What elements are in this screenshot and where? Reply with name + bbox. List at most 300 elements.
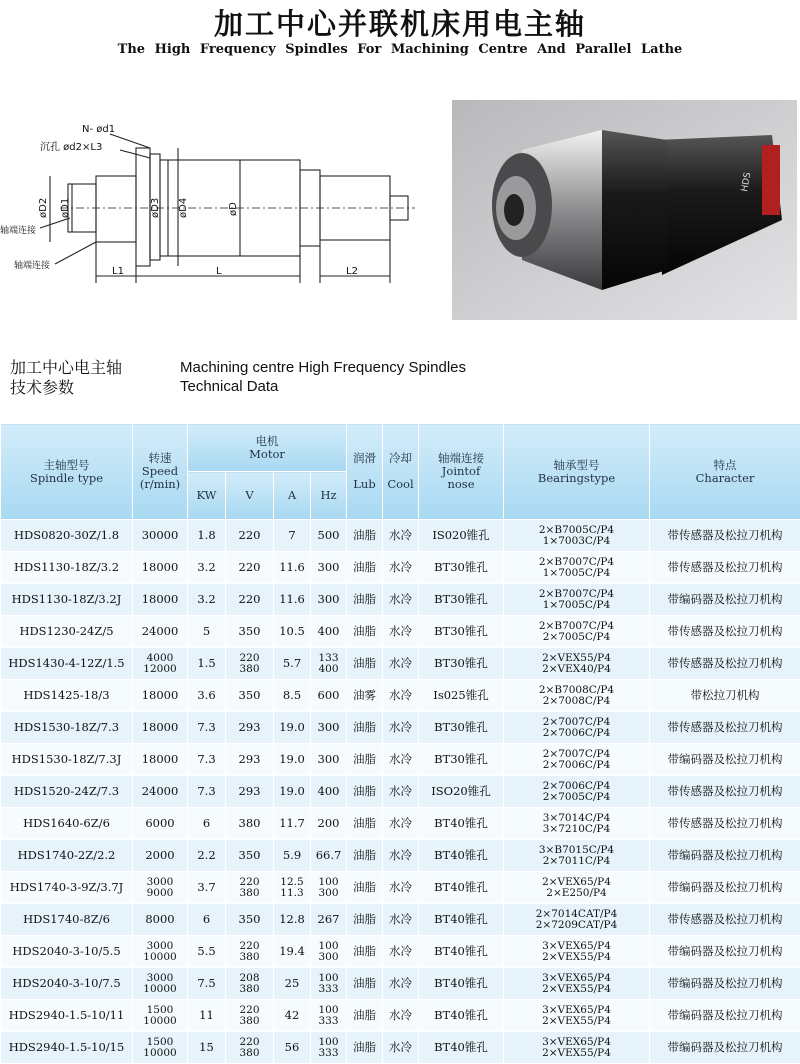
cell-current-line: 11.3 [274,888,310,899]
spec-cn-line1: 加工中心电主轴 [10,358,122,378]
cell-speed-line: 30000 [133,530,187,541]
cell-spindle-type: HDS1520-24Z/7.3 [1,776,133,808]
cell-joint: BT40锥孔 [419,840,504,872]
cell-bearing-line: 2×7014CAT/P4 [504,909,649,920]
cell-current [274,584,311,616]
cell-frequency [311,552,347,584]
cell-current [274,1032,311,1064]
cell-frequency [311,968,347,1000]
cell-character: 带传感器及松拉刀机构 [650,648,800,680]
cell-kw: 3.2 [188,552,226,584]
cell-voltage-line: 220 [226,594,273,605]
cell-speed-line: 9000 [133,888,187,899]
cell-cooling: 水冷 [383,584,419,616]
cell-voltage [226,648,274,680]
cell-bearing [504,776,650,808]
cell-current-line: 25 [274,978,310,989]
cell-speed [133,840,188,872]
spec-en-line1: Machining centre High Frequency Spindles [180,358,466,377]
table-row [1,744,800,776]
cell-joint: ISO20锥孔 [419,776,504,808]
cell-voltage [226,1000,274,1032]
cell-current-line: 10.5 [274,626,310,637]
cell-voltage [226,776,274,808]
cell-speed-line: 1500 [133,1005,187,1016]
label-d: øD [228,202,239,216]
cell-kw: 2.2 [188,840,226,872]
cell-bearing [504,584,650,616]
cell-current [274,744,311,776]
cell-speed [133,808,188,840]
cell-speed-line: 18000 [133,562,187,573]
cell-frequency [311,776,347,808]
label-l: L [216,266,222,277]
cell-frequency [311,1000,347,1032]
cell-voltage-line: 293 [226,722,273,733]
table-row [1,776,800,808]
cell-frequency [311,584,347,616]
cell-lubrication: 油脂 [347,904,383,936]
cell-spindle-type: HDS2040-3-10/7.5 [1,968,133,1000]
cell-voltage [226,872,274,904]
cell-frequency [311,1032,347,1064]
cell-bearing-line: 2×7006C/P4 [504,728,649,739]
cell-current [274,520,311,552]
label-d3: øD3 [150,198,161,218]
cell-voltage-line: 380 [226,1016,273,1027]
cell-spindle-type: HDS1740-8Z/6 [1,904,133,936]
cell-kw: 1.8 [188,520,226,552]
cell-kw: 7.5 [188,968,226,1000]
cell-lubrication: 油脂 [347,552,383,584]
header-character: 特点 Character [650,424,800,520]
cell-frequency-line: 400 [311,664,346,675]
label-l1: L1 [112,266,124,277]
table-row [1,648,800,680]
cell-lubrication: 油脂 [347,744,383,776]
cell-cooling: 水冷 [383,872,419,904]
table-row [1,872,800,904]
cell-bearing [504,1032,650,1064]
header-v: V [226,472,274,520]
cell-bearing [504,744,650,776]
cell-frequency-line: 100 [311,877,346,888]
cell-bearing-line: 2×7209CAT/P4 [504,920,649,931]
cell-bearing [504,616,650,648]
cell-cooling: 水冷 [383,680,419,712]
cell-voltage-line: 220 [226,653,273,664]
cell-kw: 7.3 [188,712,226,744]
cell-speed-line: 10000 [133,952,187,963]
cell-voltage [226,616,274,648]
cell-frequency-line: 200 [311,818,346,829]
cell-voltage-line: 380 [226,818,273,829]
cell-speed [133,552,188,584]
cell-bearing-line: 1×7005C/P4 [504,568,649,579]
cell-character: 带传感器及松拉刀机构 [650,552,800,584]
cell-character: 带传感器及松拉刀机构 [650,520,800,552]
cell-cooling: 水冷 [383,616,419,648]
cell-bearing [504,872,650,904]
spec-heading-cn [10,358,122,398]
cell-bearing-line: 3×VEX65/P4 [504,941,649,952]
table-row [1,712,800,744]
cell-speed-line: 10000 [133,1016,187,1027]
cell-cooling: 水冷 [383,968,419,1000]
cell-spindle-type: HDS1230-24Z/5 [1,616,133,648]
cell-lubrication: 油脂 [347,872,383,904]
cell-bearing [504,840,650,872]
header-motor: 电机 Motor [188,424,347,472]
cell-voltage-line: 380 [226,984,273,995]
page-title: 加工中心并联机床用电主轴 [0,2,800,43]
cell-speed-line: 10000 [133,1048,187,1059]
cell-speed-line: 6000 [133,818,187,829]
cell-bearing-line: 1×7005C/P4 [504,600,649,611]
cell-speed-line: 2000 [133,850,187,861]
cell-current-line: 12.5 [274,877,310,888]
cell-spindle-type: HDS1530-18Z/7.3J [1,744,133,776]
cell-current [274,776,311,808]
cell-bearing-line: 2×7006C/P4 [504,760,649,771]
spindle-photo [452,100,797,320]
cell-cooling: 水冷 [383,744,419,776]
cell-character: 带编码器及松拉刀机构 [650,744,800,776]
cell-frequency [311,936,347,968]
cell-current-line: 11.6 [274,562,310,573]
cell-speed-line: 1500 [133,1037,187,1048]
cell-kw: 5.5 [188,936,226,968]
cell-voltage [226,584,274,616]
cell-joint: BT30锥孔 [419,584,504,616]
cell-frequency-line: 500 [311,530,346,541]
cell-bearing [504,904,650,936]
cell-bearing [504,552,650,584]
cell-bearing-line: 3×VEX65/P4 [504,1005,649,1016]
cell-character: 带传感器及松拉刀机构 [650,808,800,840]
cell-bearing-line: 2×B7005C/P4 [504,525,649,536]
cell-cooling: 水冷 [383,648,419,680]
cell-voltage-line: 293 [226,786,273,797]
cell-frequency [311,712,347,744]
cell-bearing [504,680,650,712]
cell-speed-line: 8000 [133,914,187,925]
table-row [1,904,800,936]
cell-lubrication: 油脂 [347,712,383,744]
cell-bearing-line: 2×VEX40/P4 [504,664,649,675]
page-subtitle: The High Frequency Spindles For Machining Centre And Parallel Lathe [0,42,800,57]
cell-current-line: 11.7 [274,818,310,829]
cell-character: 带传感器及松拉刀机构 [650,712,800,744]
cell-bearing-line: 2×B7008C/P4 [504,685,649,696]
cell-lubrication: 油脂 [347,776,383,808]
cell-bearing-line: 2×7007C/P4 [504,749,649,760]
cell-lubrication: 油脂 [347,936,383,968]
cell-speed-line: 3000 [133,941,187,952]
cell-joint: BT30锥孔 [419,744,504,776]
cell-character: 带传感器及松拉刀机构 [650,616,800,648]
cell-frequency-line: 133 [311,653,346,664]
cell-voltage-line: 380 [226,1048,273,1059]
cell-lubrication: 油雾 [347,680,383,712]
cell-bearing-line: 2×7007C/P4 [504,717,649,728]
cell-frequency-line: 300 [311,952,346,963]
cell-bearing-line: 3×VEX65/P4 [504,973,649,984]
cell-voltage-line: 208 [226,973,273,984]
cell-speed [133,616,188,648]
cell-spindle-type: HDS2940-1.5-10/15 [1,1032,133,1064]
cell-frequency-line: 400 [311,786,346,797]
cell-kw: 7.3 [188,776,226,808]
cell-bearing [504,808,650,840]
cell-voltage-line: 220 [226,1037,273,1048]
cell-current-line: 7 [274,530,310,541]
cell-speed [133,936,188,968]
cell-kw: 7.3 [188,744,226,776]
cell-character: 带编码器及松拉刀机构 [650,936,800,968]
cell-bearing-line: 2×VEX65/P4 [504,877,649,888]
table-row [1,584,800,616]
cell-lubrication: 油脂 [347,616,383,648]
cell-spindle-type: HDS0820-30Z/1.8 [1,520,133,552]
cell-bearing-line: 2×B7007C/P4 [504,589,649,600]
cell-bearing [504,712,650,744]
cell-bearing [504,520,650,552]
cell-frequency-line: 300 [311,562,346,573]
cell-frequency-line: 267 [311,914,346,925]
cell-current-line: 19.0 [274,722,310,733]
cell-kw: 6 [188,904,226,936]
cell-frequency-line: 333 [311,984,346,995]
cell-character: 带编码器及松拉刀机构 [650,1032,800,1064]
cell-voltage-line: 380 [226,664,273,675]
cell-kw: 11 [188,1000,226,1032]
cell-current-line: 19.4 [274,946,310,957]
cell-joint: BT40锥孔 [419,872,504,904]
cell-bearing-line: 2×7005C/P4 [504,632,649,643]
label-shaft-connection-2: 轴端连接 [14,259,50,271]
cell-frequency-line: 100 [311,941,346,952]
cell-frequency-line: 66.7 [311,850,346,861]
cell-current [274,904,311,936]
spec-en-line2: Technical Data [180,377,466,396]
cell-speed-line: 18000 [133,690,187,701]
cell-frequency [311,680,347,712]
cell-joint: IS020锥孔 [419,520,504,552]
cell-current-line: 5.7 [274,658,310,669]
cell-frequency-line: 300 [311,888,346,899]
cell-speed [133,712,188,744]
table-row [1,936,800,968]
cell-speed [133,872,188,904]
cell-speed-line: 12000 [133,664,187,675]
cell-speed [133,520,188,552]
cell-current-line: 12.8 [274,914,310,925]
cell-cooling: 水冷 [383,712,419,744]
cell-character: 带传感器及松拉刀机构 [650,904,800,936]
table-row [1,808,800,840]
cell-speed-line: 18000 [133,594,187,605]
cell-frequency [311,616,347,648]
spec-table-body [1,520,800,1064]
cell-frequency [311,840,347,872]
cell-character: 带编码器及松拉刀机构 [650,584,800,616]
cell-cooling: 水冷 [383,808,419,840]
table-row [1,616,800,648]
cell-speed [133,744,188,776]
cell-bearing-line: 2×7005C/P4 [504,792,649,803]
cell-joint: BT30锥孔 [419,648,504,680]
cell-cooling: 水冷 [383,1032,419,1064]
cell-joint: BT30锥孔 [419,616,504,648]
cell-frequency-line: 100 [311,1037,346,1048]
table-row [1,1000,800,1032]
label-l2: L2 [346,266,358,277]
cell-lubrication: 油脂 [347,520,383,552]
cell-speed [133,968,188,1000]
cell-current [274,936,311,968]
cell-cooling: 水冷 [383,520,419,552]
label-shaft-connection-1: 轴端连接 [0,224,36,236]
cell-bearing [504,648,650,680]
cell-character: 带编码器及松拉刀机构 [650,872,800,904]
cell-current-line: 42 [274,1010,310,1021]
cell-voltage [226,552,274,584]
spindle-spec-table [0,423,800,1064]
cell-bearing-line: 3×7210C/P4 [504,824,649,835]
cell-voltage [226,808,274,840]
cell-speed [133,776,188,808]
cell-bearing-line: 3×VEX65/P4 [504,1037,649,1048]
cell-speed-line: 10000 [133,984,187,995]
header-a: A [274,472,311,520]
cell-frequency [311,808,347,840]
cell-current-line: 8.5 [274,690,310,701]
cell-current [274,552,311,584]
cell-spindle-type: HDS1430-4-12Z/1.5 [1,648,133,680]
cell-speed-line: 3000 [133,877,187,888]
cell-spindle-type: HDS1640-6Z/6 [1,808,133,840]
cell-lubrication: 油脂 [347,648,383,680]
cell-current-line: 56 [274,1042,310,1053]
cell-voltage-line: 293 [226,754,273,765]
cell-voltage-line: 350 [226,626,273,637]
cell-current-line: 11.6 [274,594,310,605]
cell-lubrication: 油脂 [347,840,383,872]
cell-joint: BT40锥孔 [419,1000,504,1032]
cell-bearing-line: 2×7011C/P4 [504,856,649,867]
cell-bearing-line: 2×VEX55/P4 [504,1048,649,1059]
label-d2: øD2 [38,198,49,218]
cell-joint: BT40锥孔 [419,936,504,968]
cell-frequency [311,648,347,680]
photo-brand-label: HDS [740,171,753,192]
cell-current-line: 19.0 [274,786,310,797]
table-row [1,1032,800,1064]
cell-character: 带松拉刀机构 [650,680,800,712]
cell-bearing [504,936,650,968]
cell-voltage [226,904,274,936]
cell-speed [133,584,188,616]
cell-current [274,872,311,904]
cell-voltage [226,936,274,968]
header-spindle-type: 主轴型号 Spindle type [1,424,133,520]
cell-voltage [226,968,274,1000]
cell-frequency-line: 333 [311,1016,346,1027]
cell-kw: 3.2 [188,584,226,616]
cell-frequency-line: 333 [311,1048,346,1059]
cell-current-line: 19.0 [274,754,310,765]
cell-voltage-line: 350 [226,850,273,861]
table-row [1,680,800,712]
cell-character: 带编码器及松拉刀机构 [650,1000,800,1032]
cell-frequency [311,520,347,552]
cell-voltage [226,680,274,712]
cell-kw: 3.7 [188,872,226,904]
cell-frequency-line: 100 [311,1005,346,1016]
cell-bearing-line: 2×7008C/P4 [504,696,649,707]
cell-frequency-line: 100 [311,973,346,984]
cell-frequency-line: 400 [311,626,346,637]
cell-spindle-type: HDS1130-18Z/3.2 [1,552,133,584]
cell-voltage-line: 350 [226,914,273,925]
cell-speed-line: 18000 [133,722,187,733]
cell-bearing-line: 2×VEX55/P4 [504,1016,649,1027]
cell-joint: BT40锥孔 [419,968,504,1000]
cell-frequency [311,744,347,776]
cell-kw: 6 [188,808,226,840]
cell-current [274,840,311,872]
cell-kw: 5 [188,616,226,648]
cell-speed-line: 3000 [133,973,187,984]
cell-bearing-line: 2×E250/P4 [504,888,649,899]
spindle-technical-drawing [0,118,440,298]
cell-frequency-line: 600 [311,690,346,701]
spec-cn-line2: 技术参数 [10,378,122,398]
table-row [1,968,800,1000]
cell-voltage-line: 220 [226,877,273,888]
cell-bearing-line: 2×VEX55/P4 [504,984,649,995]
cell-spindle-type: HDS1425-18/3 [1,680,133,712]
cell-current [274,616,311,648]
cell-cooling: 水冷 [383,776,419,808]
cell-speed [133,1032,188,1064]
cell-frequency-line: 300 [311,754,346,765]
cell-lubrication: 油脂 [347,1032,383,1064]
cell-cooling: 水冷 [383,904,419,936]
cell-voltage [226,744,274,776]
cell-speed [133,1000,188,1032]
cell-bearing-line: 2×B7007C/P4 [504,557,649,568]
cell-spindle-type: HDS1740-3-9Z/3.7J [1,872,133,904]
label-d1: øD1 [60,198,71,218]
cell-bearing [504,1000,650,1032]
cell-lubrication: 油脂 [347,584,383,616]
cell-voltage-line: 220 [226,1005,273,1016]
cell-frequency-line: 300 [311,594,346,605]
cell-current [274,1000,311,1032]
cell-bearing-line: 2×7006C/P4 [504,781,649,792]
cell-cooling: 水冷 [383,840,419,872]
cell-joint: BT40锥孔 [419,904,504,936]
cell-character: 带编码器及松拉刀机构 [650,968,800,1000]
cell-speed [133,680,188,712]
cell-speed-line: 24000 [133,626,187,637]
cell-frequency [311,872,347,904]
cell-frequency-line: 300 [311,722,346,733]
cell-bearing-line: 2×VEX55/P4 [504,653,649,664]
label-d4: øD4 [178,198,189,218]
